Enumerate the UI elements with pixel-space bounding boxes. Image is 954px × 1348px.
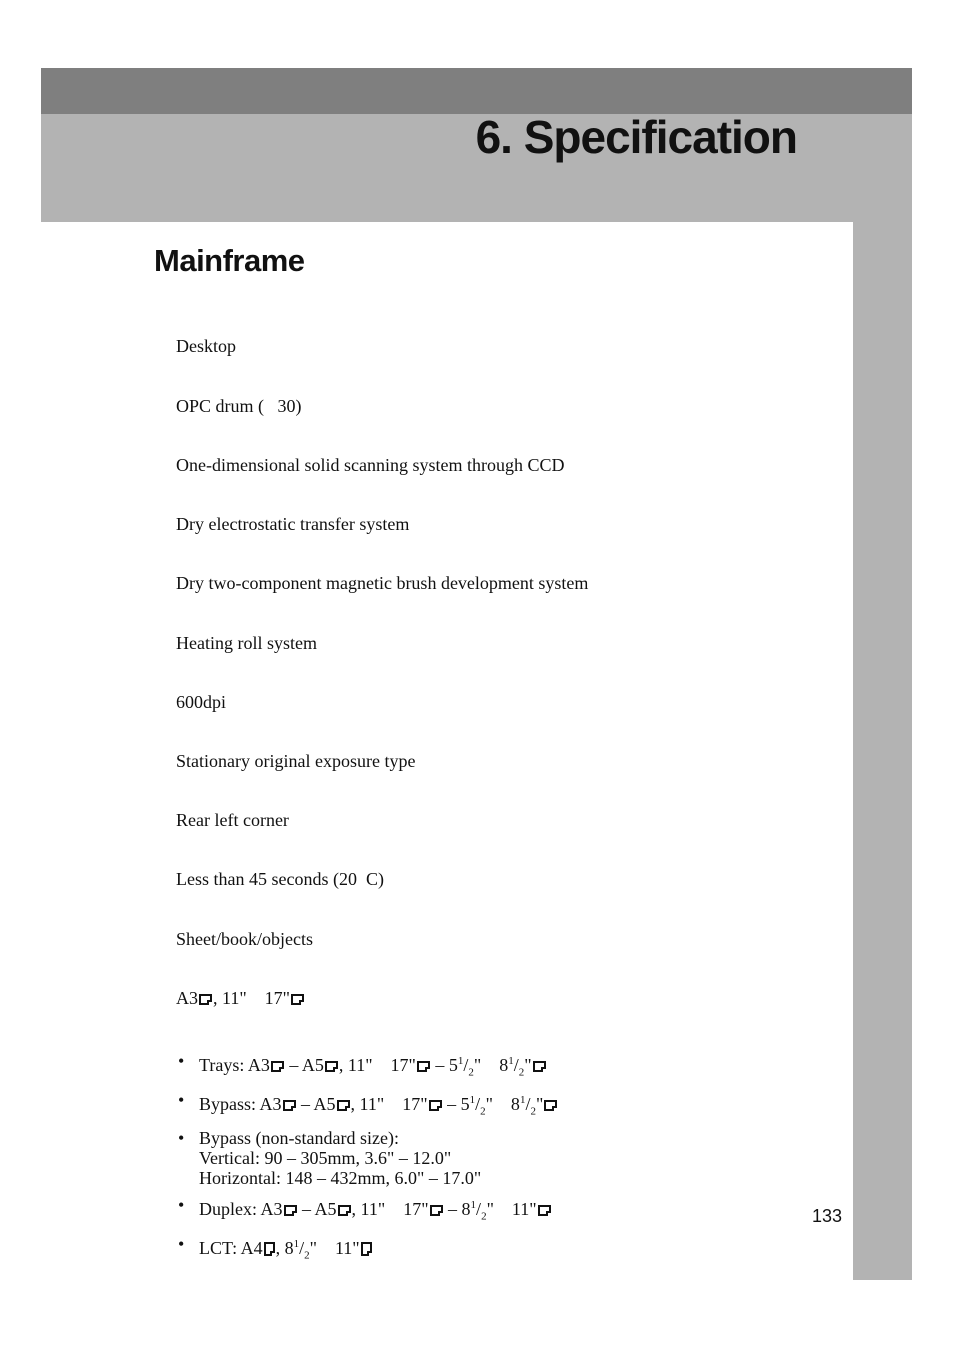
list-item-bypass: • Bypass: A3 – A5 , 11" 17" – $5^1/_2$" $8^1/_2$" <box>176 1090 558 1122</box>
spec-originals: Sheet/book/objects <box>176 929 313 949</box>
section-title: Mainframe <box>154 243 305 278</box>
spec-warm-up-time: Less than 45 seconds (20 C) <box>176 869 384 889</box>
spec-resolution: 600dpi <box>176 692 227 712</box>
page-edge-tab <box>853 222 912 1280</box>
landscape-paper-icon <box>533 1061 546 1072</box>
spec-configuration: Desktop <box>176 336 236 356</box>
portrait-paper-icon <box>264 1242 275 1256</box>
list-item-duplex: • Duplex: A3 – A5 , 11" 17" – $8^1/_2$" 11" <box>176 1195 558 1227</box>
landscape-paper-icon <box>291 994 304 1005</box>
landscape-paper-icon <box>284 1205 297 1216</box>
landscape-paper-icon <box>429 1100 442 1111</box>
landscape-paper-icon <box>544 1100 557 1111</box>
landscape-paper-icon <box>337 1100 350 1111</box>
landscape-paper-icon <box>283 1100 296 1111</box>
landscape-paper-icon <box>538 1205 551 1216</box>
landscape-paper-icon <box>271 1061 284 1072</box>
spec-max-original-size: A3 , 11" 17" <box>176 987 305 1009</box>
list-item-lct: • LCT: A4 , $8^1/_2$" 11" <box>176 1234 558 1266</box>
portrait-paper-icon <box>361 1242 372 1256</box>
spec-original-reference: Rear left corner <box>176 810 289 830</box>
landscape-paper-icon <box>199 994 212 1005</box>
chapter-header-band-dark <box>41 68 912 114</box>
copy-paper-size-list <box>176 1051 558 1272</box>
spec-copy-process: Dry electrostatic transfer system <box>176 514 410 534</box>
chapter-title: 6. Specification <box>475 111 797 163</box>
spec-original-scanning: One-dimensional solid scanning system through CCD <box>176 455 565 475</box>
spec-photosensitivity-type: OPC drum ( 30) <box>176 396 302 416</box>
spec-exposure-glass: Stationary original exposure type <box>176 751 416 771</box>
spec-fusing: Heating roll system <box>176 633 317 653</box>
landscape-paper-icon <box>430 1205 443 1216</box>
list-item-bypass-nonstandard: • Bypass (non-standard size): Vertical: 90 – 305mm, 3.6" – 12.0" Horizontal: 148 – 432mm, 6.0" – 17.0" <box>176 1128 558 1188</box>
landscape-paper-icon <box>325 1061 338 1072</box>
landscape-paper-icon <box>417 1061 430 1072</box>
list-item-trays: • Trays: A3 – A5 , 11" 17" – $5^1/_2$" $8^1/_2$" <box>176 1051 558 1083</box>
landscape-paper-icon <box>338 1205 351 1216</box>
page-number: 133 <box>812 1206 843 1226</box>
spec-development: Dry two-component magnetic brush development system <box>176 573 589 593</box>
